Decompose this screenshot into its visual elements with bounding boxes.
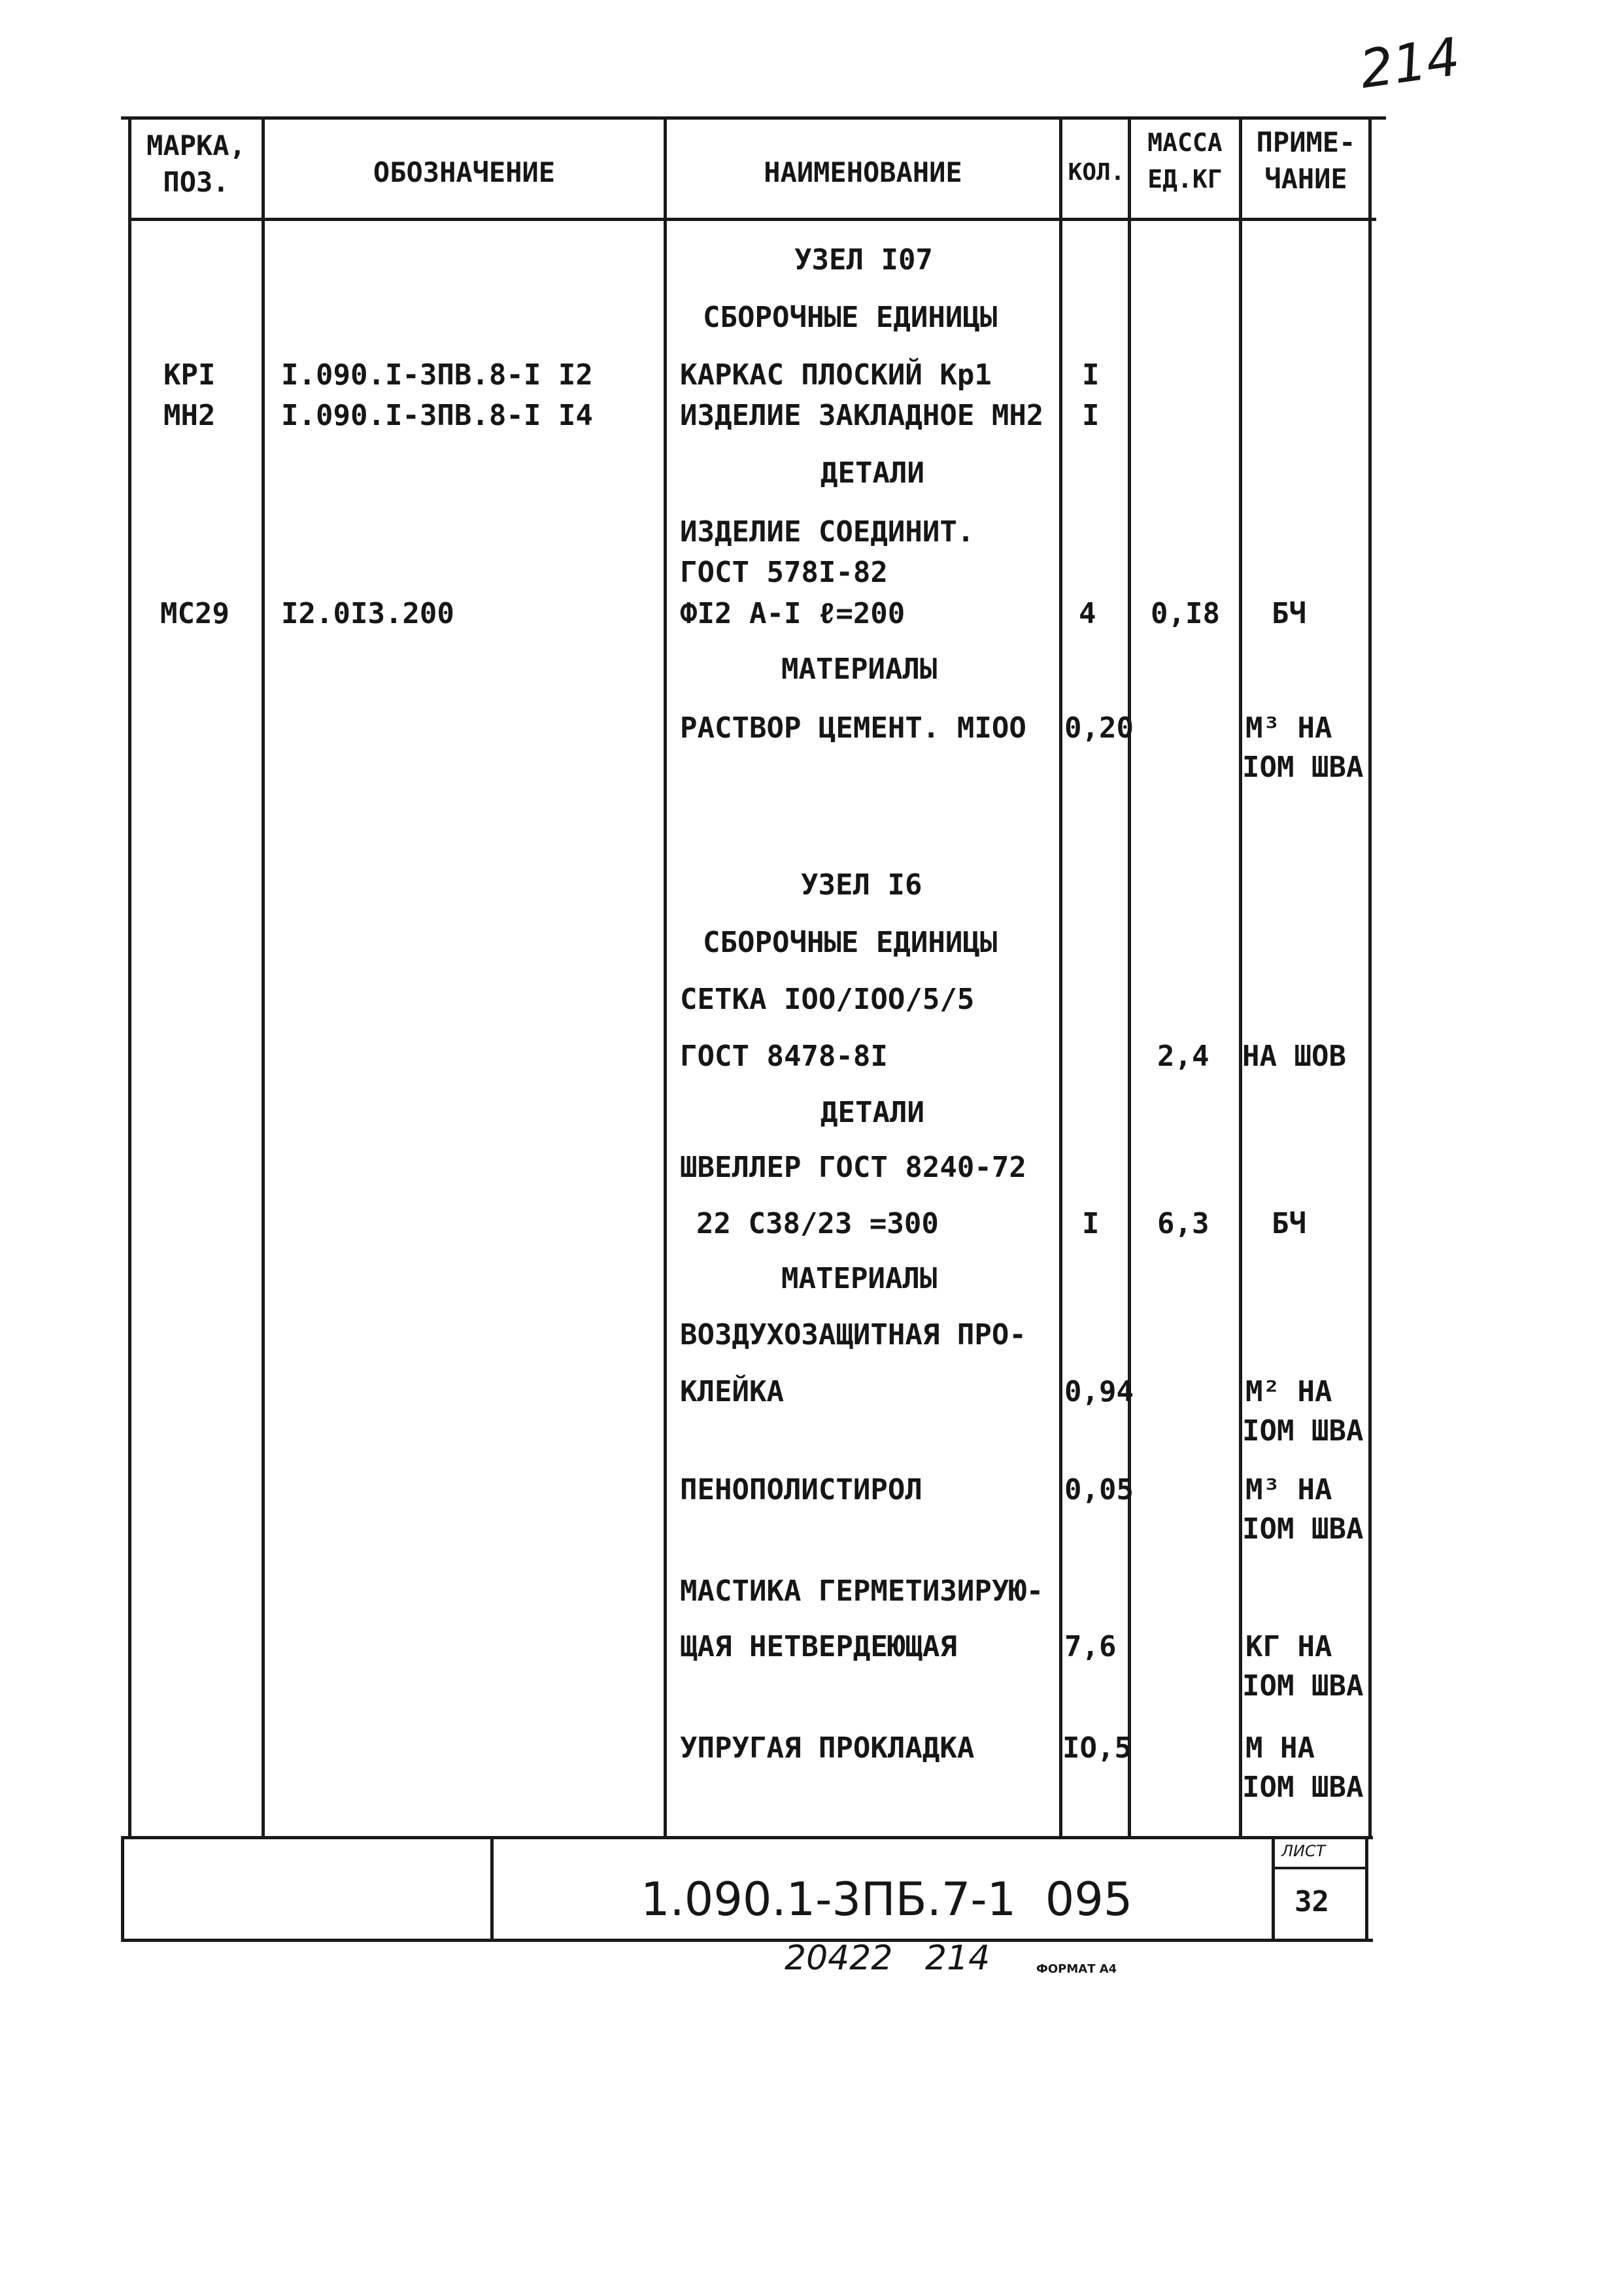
row-gost-8478-name: ГОСТ 8478-8I xyxy=(680,1040,888,1073)
row-kp1-qty: I xyxy=(1082,358,1100,392)
row-details-1: ДЕТАЛИ xyxy=(820,456,924,490)
row-mn2-mark: МН2 xyxy=(163,399,216,432)
row-polystyrene-note-2: IOМ ШВА xyxy=(1242,1512,1364,1546)
format-label: ФОРМАТ А4 xyxy=(1036,1962,1117,1976)
row-mn2-designation: I.090.I-3ПВ.8-I I4 xyxy=(281,399,593,432)
col-divider-mass xyxy=(1239,116,1242,1839)
row-channel-mass: 6,3 xyxy=(1157,1207,1210,1240)
row-mc29-note: БЧ xyxy=(1272,597,1306,630)
document-code: 1.090.1-3ПБ.7-1 095 xyxy=(641,1873,1133,1926)
row-channel-note: БЧ xyxy=(1272,1207,1306,1240)
row-mastic-name-1: МАСТИКА ГЕРМЕТИЗИРУЮ- xyxy=(680,1574,1044,1608)
header-mark: МАРКА, ПОЗ. xyxy=(146,129,246,198)
row-gasket-note-2: IOМ ШВА xyxy=(1242,1771,1364,1804)
row-mortar-qty: 0,20 xyxy=(1064,711,1134,745)
stamp-bottom-border xyxy=(121,1939,1373,1942)
row-mesh-name: СЕТКА IOO/IOO/5/5 xyxy=(680,983,975,1016)
table-top-border xyxy=(121,116,1386,120)
header-mass: МАССА ЕД.КГ xyxy=(1147,128,1223,194)
row-materials-2: МАТЕРИАЛЫ xyxy=(781,1262,938,1295)
row-airproof-note-1: М² НА xyxy=(1245,1375,1332,1408)
row-channel-size: 22 С38/23 =300 xyxy=(696,1207,939,1240)
col-divider-name xyxy=(1059,116,1062,1836)
row-gost-8478-mass: 2,4 xyxy=(1157,1040,1210,1073)
header-note: ПРИМЕ- ЧАНИЕ xyxy=(1256,126,1356,195)
row-mortar-note-2: IOМ ШВА xyxy=(1242,751,1364,784)
row-mn2-name: ИЗДЕЛИЕ ЗАКЛАДНОЕ МН2 xyxy=(680,399,1044,432)
archive-number: 20422 214 xyxy=(785,1939,990,1978)
sheet-label-divider xyxy=(1272,1867,1366,1869)
row-mc29-qty: 4 xyxy=(1079,597,1096,630)
col-divider-designation xyxy=(664,116,667,1839)
stamp-left-border xyxy=(121,1836,124,1941)
row-airproof-name-2: КЛЕЙКА xyxy=(680,1375,784,1408)
row-mc29-name: ФI2 A-I ℓ=200 xyxy=(680,597,905,630)
row-details-2: ДЕТАЛИ xyxy=(820,1096,924,1129)
sheet-label: ЛИСТ xyxy=(1281,1842,1326,1860)
row-airproof-name-1: ВОЗДУХОЗАЩИТНАЯ ПРО- xyxy=(680,1318,1026,1352)
header-name: НАИМЕНОВАНИЕ xyxy=(764,156,962,188)
table-right-border xyxy=(1368,116,1372,1836)
row-kp1-designation: I.090.I-3ПВ.8-I I2 xyxy=(281,358,593,392)
header-designation: ОБОЗНАЧЕНИЕ xyxy=(373,156,556,188)
row-mc29-mark: МС29 xyxy=(160,597,229,630)
row-gasket-note-1: М НА xyxy=(1245,1731,1315,1765)
row-node-107-title: УЗЕЛ I07 xyxy=(794,243,933,277)
row-assembly-units-2: СБОРОЧНЫЕ ЕДИНИЦЫ xyxy=(703,926,998,959)
sheet-number: 32 xyxy=(1294,1885,1329,1918)
col-divider-qty xyxy=(1128,116,1131,1839)
table-left-border xyxy=(128,116,131,1836)
row-gasket-qty: IO,5 xyxy=(1062,1731,1132,1765)
row-gost-5781: ГОСТ 578I-82 xyxy=(680,556,888,589)
row-mastic-note-1: КГ НА xyxy=(1245,1630,1332,1663)
row-channel-name: ШВЕЛЛЕР ГОСТ 8240-72 xyxy=(680,1151,1026,1184)
row-mastic-note-2: IOМ ШВА xyxy=(1242,1669,1364,1703)
row-mortar-name: РАСТВОР ЦЕМЕНТ. МIOO xyxy=(680,711,1026,745)
row-connector-item: ИЗДЕЛИЕ СОЕДИНИТ. xyxy=(680,515,975,549)
row-polystyrene-note-1: М³ НА xyxy=(1245,1473,1332,1506)
row-gost-8478-note: НА ШОВ xyxy=(1242,1040,1346,1073)
row-node-16-title: УЗЕЛ I6 xyxy=(801,868,922,902)
stamp-right-border xyxy=(1365,1836,1368,1941)
row-materials-1: МАТЕРИАЛЫ xyxy=(781,653,938,686)
row-mastic-name-2: ЩАЯ НЕТВЕРДЕЮЩАЯ xyxy=(680,1630,957,1663)
row-mc29-mass: 0,I8 xyxy=(1151,597,1220,630)
stamp-top-border xyxy=(121,1836,1373,1839)
header-qty: КОЛ. xyxy=(1068,159,1125,186)
row-airproof-note-2: IOМ ШВА xyxy=(1242,1414,1364,1448)
col-divider-mark xyxy=(262,116,265,1839)
row-airproof-qty: 0,94 xyxy=(1064,1375,1134,1408)
row-channel-qty: I xyxy=(1082,1207,1100,1240)
row-assembly-units-1: СБОРОЧНЫЕ ЕДИНИЦЫ xyxy=(703,301,998,334)
row-polystyrene-qty: 0,05 xyxy=(1064,1473,1134,1506)
row-mc29-designation: I2.0I3.200 xyxy=(281,597,454,630)
stamp-divider-left xyxy=(490,1836,494,1941)
header-bottom-border xyxy=(131,218,1376,221)
row-kp1-name: КАРКАС ПЛОСКИЙ Кр1 xyxy=(680,358,992,392)
row-mastic-qty: 7,6 xyxy=(1064,1630,1117,1663)
stamp-divider-right xyxy=(1272,1836,1275,1941)
row-polystyrene-name: ПЕНОПОЛИСТИРОЛ xyxy=(680,1473,922,1506)
row-mortar-note-1: М³ НА xyxy=(1245,711,1332,745)
row-kp1-mark: КРI xyxy=(163,358,216,392)
row-gasket-name: УПРУГАЯ ПРОКЛАДКА xyxy=(680,1731,975,1765)
row-mn2-qty: I xyxy=(1082,399,1100,432)
page-number-handwritten: 214 xyxy=(1356,26,1464,101)
